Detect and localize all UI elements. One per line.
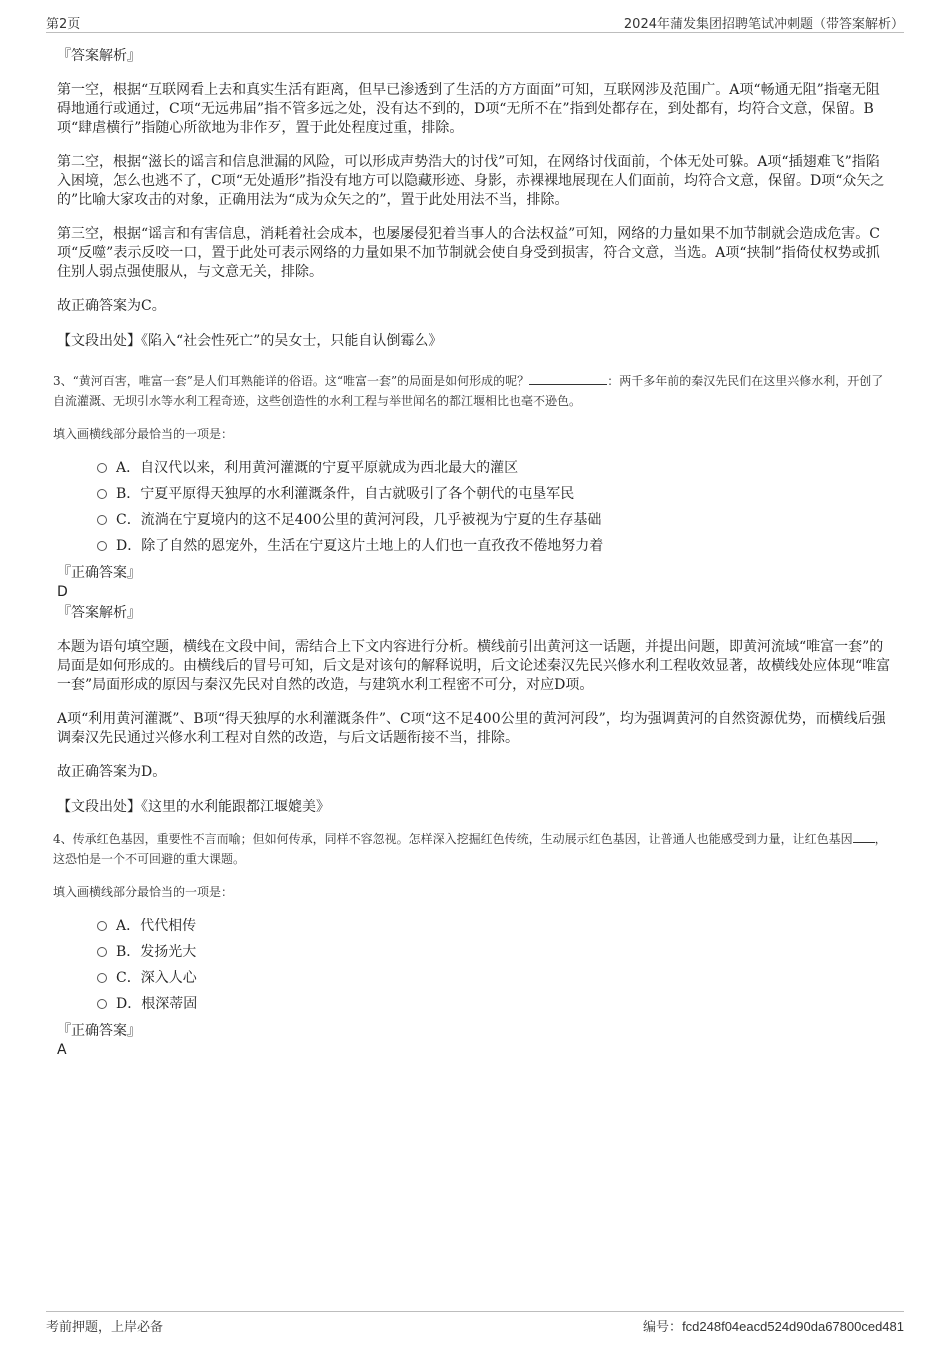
q4-blank [853,830,875,843]
q4-option-c[interactable]: C．深入人心 [97,965,893,991]
q3-answer-label: 『正确答案』 [57,565,141,581]
page-header [46,10,904,33]
footer-code-label: 编号： [643,1320,683,1335]
q3-conclusion: 故正确答案为D。 [57,764,167,780]
q2-source-label: 【文段出处】 [57,333,141,349]
radio-icon[interactable] [97,541,107,551]
footer-code [643,1316,904,1335]
q4-stem [53,829,893,869]
radio-icon[interactable] [97,999,107,1009]
radio-icon[interactable] [97,947,107,957]
page-content [53,40,893,1059]
radio-icon[interactable] [97,921,107,931]
q4-stem-after: ，这恐怕是一个不可回避的重大课题。 [53,832,887,866]
q4-answer-label: 『正确答案』 [57,1023,141,1039]
q3-source-title: 《这里的水利能跟都江堰媲美》 [141,799,330,815]
q3-stem [53,371,893,411]
footer-slogan: 考前押题，上岸必备 [46,1320,164,1335]
q4-option-a[interactable]: A．代代相传 [97,913,893,939]
radio-icon[interactable] [97,973,107,983]
radio-icon[interactable] [97,463,107,473]
q3-stem-after: ：两千多年前的秦汉先民们在这里兴修水利，开创了自流灌溉、无坝引水等水利工程奇迹，这些创造性的水利工程与举世闻名的都江堰相比也毫不逊色。 [53,374,884,408]
q3-options [97,455,893,559]
q4-options [97,913,893,1017]
q2-analysis-paragraph-1: 第一空，根据“互联网看上去和真实生活有距离，但早已渗透到了生活的方方面面”可知，互联网涉及范围广。A项“畅通无阻”指毫无阻碍地通行或通过，C项“无远弗届”指不管多远之处，没有达不到的，D项“无所不在”指到处都存在，到处都有，均符合文意，保留。B项“肆虐横行”指随心所欲地为非作歹，置于此处程度过重，排除。 [57,82,880,136]
q3-prompt: 填入画横线部分最恰当的一项是： [53,427,234,441]
q3-option-b[interactable]: B．宁夏平原得天独厚的水利灌溉条件，自古就吸引了各个朝代的屯垦军民 [97,481,893,507]
q3-answer: D [57,584,68,600]
q4-option-d[interactable]: D．根深蒂固 [97,991,893,1017]
q3-stem-before: 3、“黄河百害，唯富一套”是人们耳熟能详的俗语。这“唯富一套”的局面是如何形成的呢？ [53,374,530,388]
page-number: 第2页 [46,17,81,32]
q3-analysis-label: 『答案解析』 [57,605,141,621]
q3-source-label: 【文段出处】 [57,799,141,815]
footer-code-value: fcd248f04eacd524d90da67800ced481 [682,1319,904,1334]
q2-source [57,331,893,351]
q3-blank [529,372,607,385]
document-title: 2024年蒲发集团招聘笔试冲刺题（带答案解析） [623,17,904,32]
q3-option-d[interactable]: D．除了自然的恩宠外，生活在宁夏这片土地上的人们也一直孜孜不倦地努力着 [97,533,893,559]
q3-analysis-paragraph-1: 本题为语句填空题，横线在文段中间，需结合上下文内容进行分析。横线前引出黄河这一话题，并提出问题，即黄河流域“唯富一套”的局面是如何形成的。由横线后的冒号可知，后文是对该句的解释说明，后文论述秦汉先民兴修水利工程收效显著，故横线处应体现“唯富一套”局面形成的原因与秦汉先民对自然的改造，与建筑水利工程密不可分，对应D项。 [57,639,891,693]
q3-option-a[interactable]: A．自汉代以来，利用黄河灌溉的宁夏平原就成为西北最大的灌区 [97,455,893,481]
q4-answer: A [57,1042,67,1058]
q4-prompt: 填入画横线部分最恰当的一项是： [53,885,234,899]
q2-conclusion: 故正确答案为C。 [57,298,166,314]
page-footer [46,1311,904,1336]
q2-analysis-paragraph-3: 第三空，根据“谣言和有害信息，消耗着社会成本，也屡屡侵犯着当事人的合法权益”可知，网络的力量如果不加节制就会造成危害。C项“反噬”表示反咬一口，置于此处可表示网络的力量如果不加节制就会使自身受到损害，符合文意，当选。A项“挟制”指倚仗权势或抓住别人弱点强使服从，与文意无关，排除。 [57,226,881,280]
q3-source [57,797,893,817]
radio-icon[interactable] [97,515,107,525]
q3-analysis-paragraph-2: A项“利用黄河灌溉”、B项“得天独厚的水利灌溉条件”、C项“这不足400公里的黄河河段”，均为强调黄河的自然资源优势，而横线后强调秦汉先民通过兴修水利工程对自然的改造，与后文话题衔接不当，排除。 [57,711,886,746]
q4-option-b[interactable]: B．发扬光大 [97,939,893,965]
radio-icon[interactable] [97,489,107,499]
q3-option-c[interactable]: C．流淌在宁夏境内的这不足400公里的黄河河段，几乎被视为宁夏的生存基础 [97,507,893,533]
q4-stem-before: 4、传承红色基因，重要性不言而喻；但如何传承，同样不容忽视。怎样深入挖掘红色传统，生动展示红色基因，让普通人也能感受到力量，让红色基因 [53,832,853,846]
q2-analysis-paragraph-2: 第二空，根据“滋长的谣言和信息泄漏的风险，可以形成声势浩大的讨伐”可知，在网络讨伐面前，个体无处可躲。A项“插翅难飞”指陷入困境，怎么也逃不了，C项“无处遁形”指没有地方可以隐藏形迹、身影，赤裸裸地展现在人们面前，均符合文意，保留。D项“众矢之的”比喻大家攻击的对象，正确用法为“成为众矢之的”，置于此处用法不当，排除。 [57,154,885,208]
q2-source-title: 《陷入“社会性死亡”的吴女士，只能自认倒霉么》 [141,333,443,349]
q2-analysis-label: 『答案解析』 [57,48,141,64]
